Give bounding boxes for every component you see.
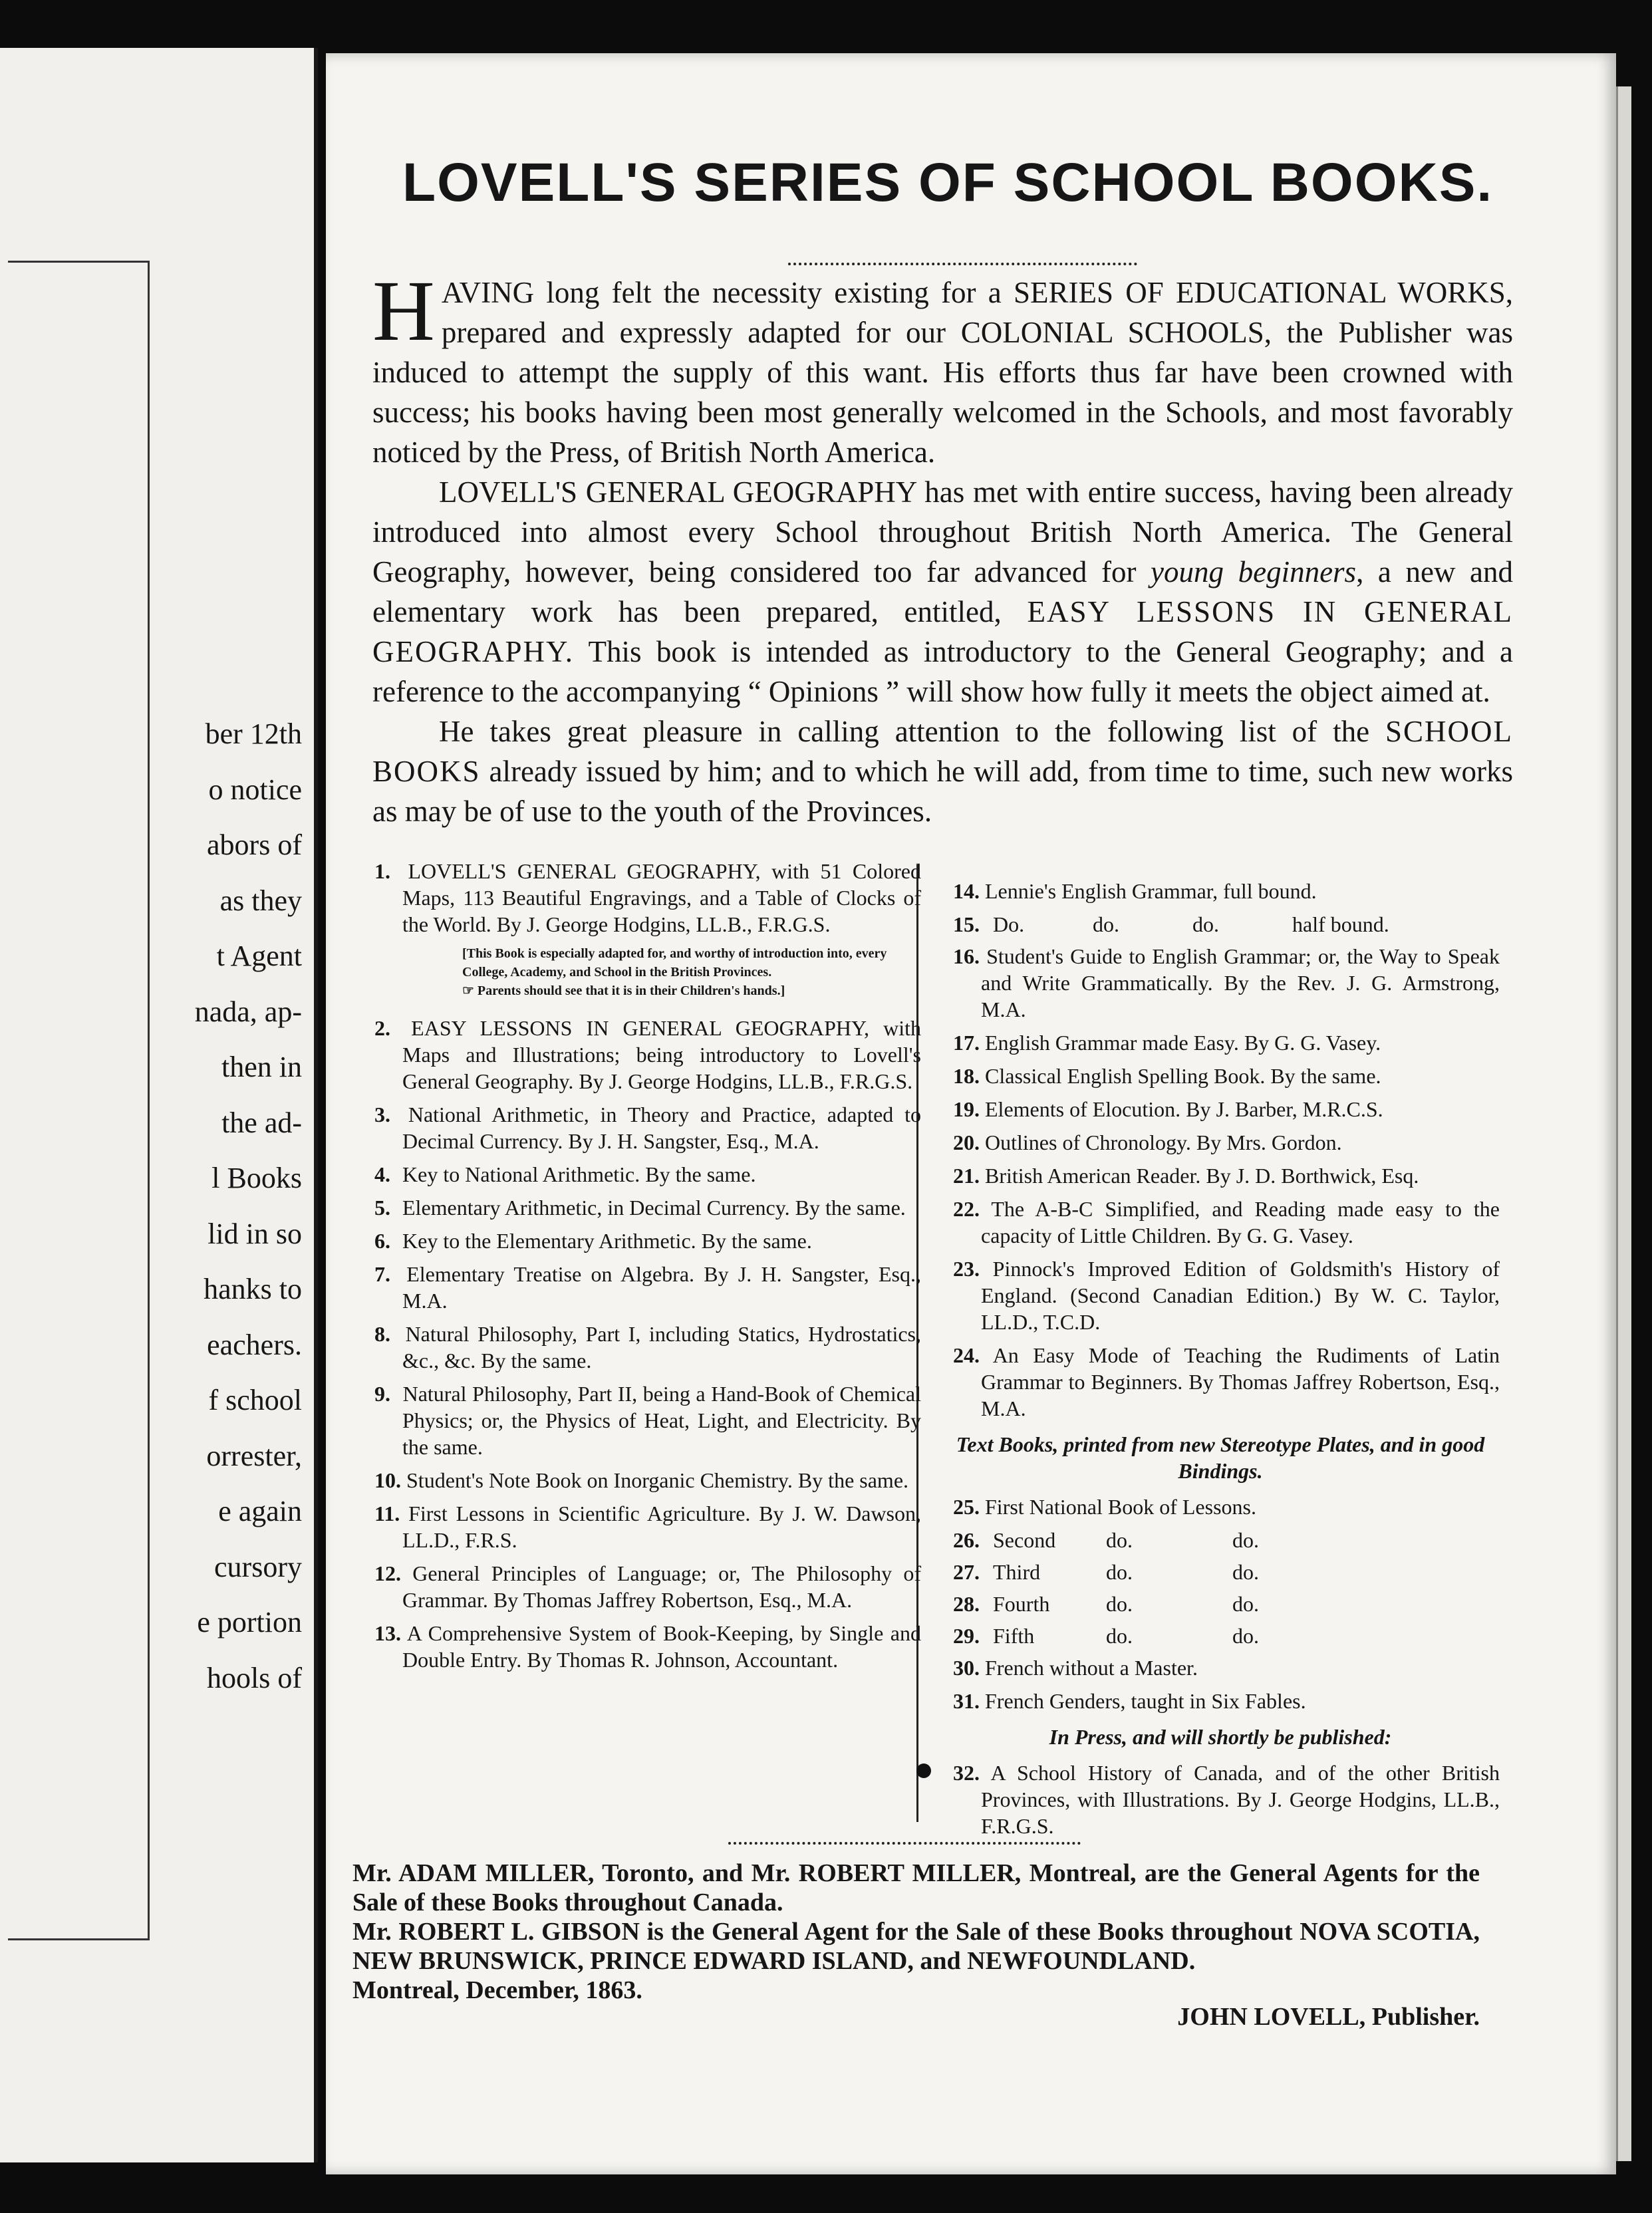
item-text: Elementary Arithmetic, in Decimal Currency. By the same. <box>402 1196 906 1220</box>
list-item <box>928 878 1500 904</box>
list-item <box>349 1500 921 1553</box>
ditto-mark: do. <box>1106 1592 1133 1616</box>
left-line: l Books <box>211 1162 302 1194</box>
list-item <box>349 1620 921 1673</box>
list-item <box>928 1759 1500 1839</box>
ditto-mark: do. <box>1106 1624 1133 1648</box>
left-line: hanks to <box>204 1273 302 1305</box>
item-text: Key to National Arithmetic. By the same. <box>402 1162 756 1186</box>
item-number: 31. <box>953 1689 980 1713</box>
left-line: eachers. <box>207 1328 302 1361</box>
item-text: Key to the Elementary Arithmetic. By the same. <box>402 1229 812 1253</box>
left-line: hools of <box>207 1661 302 1694</box>
note-line: ☞ Parents should see that it is in their Children's hands.] <box>462 983 785 998</box>
left-page-frame <box>8 261 150 1940</box>
item-number: 16. <box>953 944 980 968</box>
item-number: 7. <box>374 1262 390 1286</box>
item-text: General Principles of Language; or, The Philosophy of Grammar. By Thomas Jaffrey Robertson, Esq., M.A. <box>402 1561 922 1612</box>
list-item <box>349 1015 921 1095</box>
item-number: 28. <box>953 1592 980 1616</box>
intro-p2-text: LOVELL'S GENERAL GEOGRAPHY has met with entire success, having been already introduced into almost every School throughout British North America. The General Geography, however, being considered too far advanced for <box>372 475 1513 588</box>
item-number: 30. <box>953 1656 980 1680</box>
list-item <box>928 1162 1500 1189</box>
item-text: Fifth <box>993 1624 1035 1648</box>
item-number: 19. <box>953 1097 980 1121</box>
book-list-right <box>928 878 1500 1846</box>
list-item <box>928 1063 1500 1089</box>
list-item <box>928 1591 1500 1617</box>
list-item <box>349 1380 921 1460</box>
item-text: Pinnock's Improved Edition of Goldsmith's History of England. (Second Canadian Edition.) By W. C. Taylor, LL.D., T.C.D. <box>981 1257 1500 1334</box>
left-line: cursory <box>214 1550 302 1583</box>
item-text: EASY LESSONS IN GENERAL GEOGRAPHY, with Maps and Illustrations; being introductory to Lovell's General Geography. By J. George Hodgins, LL.B., F.R.G.S. <box>402 1016 922 1093</box>
left-line: the ad- <box>221 1106 302 1139</box>
item-number: 1. <box>374 859 390 883</box>
left-page-text <box>195 706 302 1706</box>
list-item <box>349 1321 921 1374</box>
intro-p2-text: This book is intended as introductory to the General Geography; and a reference to the accompanying “ Opinions ” will show how fully it meets the object aimed at. <box>372 635 1513 708</box>
item-number: 6. <box>374 1229 390 1253</box>
item-number: 10. <box>374 1468 401 1492</box>
item-text: Outlines of Chronology. By Mrs. Gordon. <box>985 1130 1342 1154</box>
item-number: 15. <box>953 912 980 936</box>
item-number: 27. <box>953 1560 980 1584</box>
item-text: Elementary Treatise on Algebra. By J. H. Sangster, Esq., M.A. <box>402 1262 922 1313</box>
item-text: Second <box>993 1528 1056 1552</box>
item-number: 29. <box>953 1624 980 1648</box>
item-number: 14. <box>953 879 980 903</box>
left-line: then in <box>221 1051 302 1083</box>
left-facing-page <box>0 48 318 2162</box>
item-number: 4. <box>374 1162 390 1186</box>
left-line: abors of <box>207 829 302 861</box>
left-line: t Agent <box>216 940 302 972</box>
item-text: Lennie's English Grammar, full bound. <box>985 879 1317 903</box>
item-text: French Genders, taught in Six Fables. <box>985 1689 1306 1713</box>
list-item <box>349 1467 921 1494</box>
item-text: A School History of Canada, and of the other British Provinces, with Illustrations. By J. George Hodgins, LL.B., F.R.G.S. <box>981 1761 1500 1838</box>
intro-p2-caps: EASY LESSONS IN GENERAL GEOGRAPHY. <box>372 595 1513 668</box>
list-item <box>349 1560 921 1613</box>
list-item <box>349 1194 921 1221</box>
geography-note <box>349 944 921 1000</box>
item-text: Natural Philosophy, Part II, being a Hand-Book of Chemical Physics; or, the Physics of Heat, Light, and Electricity. By the same. <box>402 1382 921 1459</box>
list-item <box>928 1494 1500 1520</box>
intro-p2-text: , a new and elementary work has been prepared, entitled, <box>372 555 1514 628</box>
list-item <box>928 1527 1500 1553</box>
item-number: 5. <box>374 1196 390 1220</box>
intro-p3-text: He takes great pleasure in calling attention to the following list of the <box>439 715 1385 748</box>
item-number: 12. <box>374 1561 401 1585</box>
signature-row <box>352 1976 1480 2031</box>
item-text: Classical English Spelling Book. By the same. <box>985 1064 1381 1088</box>
list-item <box>928 1654 1500 1681</box>
list-item <box>928 1129 1500 1156</box>
item-number: 26. <box>953 1528 980 1552</box>
item-text: National Arithmetic, in Theory and Practice, adapted to Decimal Currency. By J. H. Sangster, Esq., M.A. <box>402 1103 922 1153</box>
list-item <box>928 1342 1500 1422</box>
publisher: JOHN LOVELL, Publisher. <box>1177 2003 1480 2031</box>
item-text: First Lessons in Scientific Agriculture. By J. W. Dawson, LL.D., F.R.S. <box>402 1501 922 1552</box>
item-text: Student's Note Book on Inorganic Chemistry. By the same. <box>406 1468 909 1492</box>
title-divider <box>788 263 1137 265</box>
item-number: 8. <box>374 1322 390 1346</box>
item-text: Elements of Elocution. By J. Barber, M.R.C.S. <box>985 1097 1383 1121</box>
item-number: 18. <box>953 1064 980 1088</box>
item-text: An Easy Mode of Teaching the Rudiments of Latin Grammar to Beginners. By Thomas Jaffrey Robertson, Esq., M.A. <box>981 1343 1500 1420</box>
note-line: [This Book is especially adapted for, and worthy of introduction into, every College, Academy, and School in the British Provinces. <box>462 946 887 979</box>
list-item <box>928 1029 1500 1056</box>
footer <box>352 1859 1480 2031</box>
ditto-mark: do. <box>1232 1528 1259 1552</box>
item-number: 32. <box>953 1761 980 1785</box>
list-item <box>928 1688 1500 1714</box>
list-item <box>349 1261 921 1314</box>
item-number: 25. <box>953 1495 980 1519</box>
item-number: 21. <box>953 1164 980 1188</box>
item-text: Do. <box>993 912 1025 936</box>
intro-paragraph-1 <box>372 263 1513 472</box>
item-number: 23. <box>953 1257 980 1281</box>
item-number: 22. <box>953 1197 980 1221</box>
item-text: British American Reader. By J. D. Borthwick, Esq. <box>985 1164 1419 1188</box>
item-text: LOVELL'S GENERAL GEOGRAPHY, with 51 Colored Maps, 113 Beautiful Engravings, and a Table of Clocks of the World. By J. George Hodgins, LL.B., F.R.G.S. <box>402 859 922 936</box>
intro-paragraph-2 <box>372 472 1513 712</box>
intro-text <box>372 263 1514 831</box>
ditto-mark: do. <box>1232 1624 1259 1648</box>
left-line: ber 12th <box>205 717 302 750</box>
list-item <box>928 1623 1500 1649</box>
item-text: Fourth <box>993 1592 1050 1616</box>
item-number: 13. <box>374 1621 401 1645</box>
intro-p3-text: already issued by him; and to which he will add, from time to time, such new works as may be of use to the youth of the Provinces. <box>372 755 1513 828</box>
item-number: 11. <box>374 1501 400 1525</box>
item-text: half bound. <box>1292 912 1389 936</box>
agents-canada: Mr. ADAM MILLER, Toronto, and Mr. ROBERT MILLER, Montreal, are the General Agents for the Sale of these Books throughout Canada. <box>352 1859 1480 1916</box>
list-item <box>349 1228 921 1254</box>
item-text: Student's Guide to English Grammar; or, the Way to Speak and Write Grammatically. By the Rev. J. G. Armstrong, M.A. <box>981 944 1500 1021</box>
ditto-mark: do. <box>1106 1560 1133 1584</box>
item-text: Third <box>993 1560 1041 1584</box>
left-line: e again <box>218 1495 302 1527</box>
footer-divider <box>728 1842 1081 1845</box>
intro-paragraph-3 <box>372 712 1513 831</box>
list-item <box>928 1196 1500 1249</box>
agents-maritimes: Mr. ROBERT L. GIBSON is the General Agent for the Sale of these Books throughout NOVA SCOTIA, NEW BRUNSWICK, PRINCE EDWARD ISLAND, and NEWFOUNDLAND. <box>352 1918 1480 1975</box>
list-item <box>928 1255 1500 1335</box>
item-number: 17. <box>953 1031 980 1055</box>
left-line: lid in so <box>207 1217 302 1250</box>
intro-p3-caps: SCHOOL BOOKS <box>372 715 1513 788</box>
item-number: 2. <box>374 1016 390 1040</box>
ditto-mark: do. <box>1192 912 1219 936</box>
item-number: 20. <box>953 1130 980 1154</box>
list-item <box>928 1096 1500 1122</box>
item-number: 9. <box>374 1382 390 1406</box>
ditto-mark: do. <box>1093 912 1119 936</box>
list-item <box>349 1101 921 1154</box>
text-books-heading: Text Books, printed from new Stereotype Plates, and in good Bindings. <box>956 1432 1485 1483</box>
item-text: First National Book of Lessons. <box>985 1495 1256 1519</box>
left-line: o notice <box>208 773 302 806</box>
list-item <box>349 1161 921 1188</box>
item-text: English Grammar made Easy. By G. G. Vasey. <box>985 1031 1381 1055</box>
left-line: f school <box>208 1384 302 1416</box>
item-text: A Comprehensive System of Book-Keeping, by Single and Double Entry. By Thomas R. Johnson, Accountant. <box>402 1621 922 1672</box>
in-press-heading: In Press, and will shortly be published: <box>1049 1725 1392 1749</box>
item-number: 3. <box>374 1103 390 1126</box>
page-title: LOVELL'S SERIES OF SCHOOL BOOKS. <box>402 152 1494 213</box>
ditto-mark: do. <box>1232 1592 1259 1616</box>
list-item <box>928 943 1500 1023</box>
list-item <box>349 858 921 938</box>
item-text: Natural Philosophy, Part I, including Statics, Hydrostatics, &c., &c. By the same. <box>402 1322 921 1372</box>
ditto-mark: do. <box>1106 1528 1133 1552</box>
page-edge <box>1616 86 1631 2161</box>
item-number: 24. <box>953 1343 980 1367</box>
left-line: nada, ap- <box>194 995 302 1028</box>
list-item <box>928 1559 1500 1585</box>
item-text: The A-B-C Simplified, and Reading made easy to the capacity of Little Children. By G. G. Vasey. <box>981 1197 1500 1247</box>
ditto-mark: do. <box>1232 1560 1259 1584</box>
book-list-left <box>349 858 921 1680</box>
drop-cap: H <box>372 263 435 359</box>
left-line: e portion <box>197 1606 302 1638</box>
intro-p1-text: AVING long felt the necessity existing for a SERIES OF EDUCATIONAL WORKS, prepared and expressly adapted for our COLONIAL SCHOOLS, the Publisher was induced to attempt the supply of this want. His efforts thus far have been crowned with success; his books having been most generally welcomed in the Schools, and most favorably noticed by the Press, of British North America. <box>372 276 1513 469</box>
item-text: French without a Master. <box>985 1656 1198 1680</box>
list-item <box>928 911 1500 938</box>
place-date: Montreal, December, 1863. <box>352 1976 642 2004</box>
intro-p2-emphasis: young beginners <box>1151 555 1357 588</box>
left-line: orrester, <box>206 1439 302 1472</box>
left-line: as they <box>219 884 302 917</box>
binding-hole <box>916 1763 931 1778</box>
